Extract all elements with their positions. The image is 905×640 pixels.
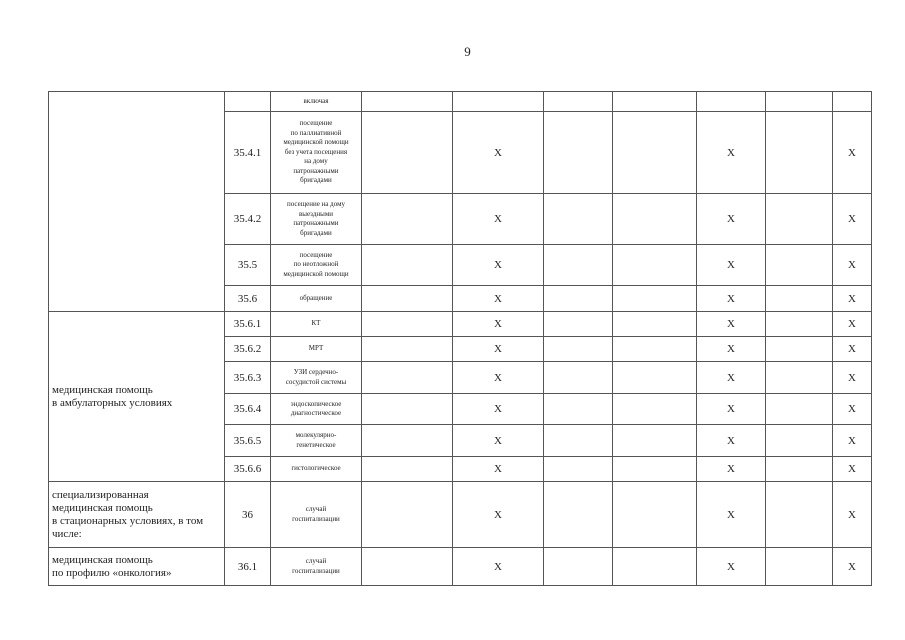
x-mark: Х xyxy=(453,286,544,312)
empty-cell xyxy=(766,286,833,312)
x-mark xyxy=(833,92,872,112)
row-unit: МРТ xyxy=(271,337,362,362)
empty-cell xyxy=(766,548,833,586)
empty-cell xyxy=(613,312,697,337)
row-unit: включая xyxy=(271,92,362,112)
x-mark: Х xyxy=(453,194,544,245)
empty-cell xyxy=(766,92,833,112)
empty-cell xyxy=(362,286,453,312)
x-mark: Х xyxy=(453,312,544,337)
empty-cell xyxy=(362,112,453,194)
empty-cell xyxy=(613,337,697,362)
x-mark: Х xyxy=(453,482,544,548)
group-label-ambulatory: медицинская помощь в амбулаторных условиях xyxy=(49,312,225,482)
x-mark: Х xyxy=(453,394,544,425)
empty-cell xyxy=(544,312,613,337)
row-code: 35.6.1 xyxy=(225,312,271,337)
row-unit: обращение xyxy=(271,286,362,312)
empty-cell xyxy=(766,457,833,482)
x-mark: Х xyxy=(697,548,766,586)
empty-cell xyxy=(362,362,453,394)
empty-cell xyxy=(613,92,697,112)
x-mark xyxy=(453,92,544,112)
row-code: 35.6.5 xyxy=(225,425,271,457)
x-mark: Х xyxy=(833,112,872,194)
empty-cell xyxy=(362,245,453,286)
empty-cell xyxy=(613,194,697,245)
x-mark: Х xyxy=(697,482,766,548)
row-code: 35.6.3 xyxy=(225,362,271,394)
row-unit: УЗИ сердечно- сосудистой системы xyxy=(271,362,362,394)
x-mark: Х xyxy=(833,337,872,362)
row-unit: гистологическое xyxy=(271,457,362,482)
empty-cell xyxy=(362,312,453,337)
x-mark: Х xyxy=(833,548,872,586)
empty-cell xyxy=(613,362,697,394)
empty-cell xyxy=(362,194,453,245)
empty-cell xyxy=(544,457,613,482)
group-label-oncology: медицинская помощь по профилю «онкология» xyxy=(49,548,225,586)
x-mark: Х xyxy=(453,245,544,286)
x-mark: Х xyxy=(833,482,872,548)
x-mark: Х xyxy=(453,425,544,457)
row-unit: эндоскопическое диагностическое xyxy=(271,394,362,425)
empty-cell xyxy=(362,548,453,586)
x-mark: Х xyxy=(833,286,872,312)
data-table xyxy=(48,91,872,586)
empty-cell xyxy=(766,425,833,457)
x-mark: Х xyxy=(833,457,872,482)
empty-cell xyxy=(544,194,613,245)
row-code: 35.6.4 xyxy=(225,394,271,425)
row-code: 35.6 xyxy=(225,286,271,312)
empty-cell xyxy=(613,425,697,457)
empty-cell xyxy=(766,112,833,194)
empty-cell xyxy=(766,482,833,548)
empty-cell xyxy=(613,457,697,482)
row-code: 35.4.2 xyxy=(225,194,271,245)
empty-cell xyxy=(613,394,697,425)
table-body xyxy=(49,92,872,586)
x-mark xyxy=(697,92,766,112)
empty-cell xyxy=(766,194,833,245)
row-unit: КТ xyxy=(271,312,362,337)
x-mark: Х xyxy=(697,425,766,457)
x-mark: Х xyxy=(833,362,872,394)
group-label-specialized: специализированная медицинская помощь в стационарных условиях, в том числе: xyxy=(49,482,225,548)
empty-cell xyxy=(362,337,453,362)
table-row xyxy=(49,548,872,586)
row-code: 35.4.1 xyxy=(225,112,271,194)
x-mark: Х xyxy=(833,245,872,286)
table-row xyxy=(49,482,872,548)
x-mark: Х xyxy=(697,337,766,362)
x-mark: Х xyxy=(697,457,766,482)
x-mark: Х xyxy=(697,194,766,245)
empty-cell xyxy=(544,394,613,425)
x-mark: Х xyxy=(697,112,766,194)
empty-cell xyxy=(766,337,833,362)
empty-cell xyxy=(362,482,453,548)
empty-cell xyxy=(362,457,453,482)
empty-cell xyxy=(766,245,833,286)
row-code: 36.1 xyxy=(225,548,271,586)
empty-cell xyxy=(362,394,453,425)
x-mark: Х xyxy=(697,286,766,312)
row-unit: посещение по паллиативной медицинской помощи без учета посещения на дому патронажными бригадами xyxy=(271,112,362,194)
empty-cell xyxy=(544,245,613,286)
x-mark: Х xyxy=(833,394,872,425)
empty-cell xyxy=(544,92,613,112)
row-unit: посещение на дому выездными патронажными бригадами xyxy=(271,194,362,245)
row-code: 35.6.2 xyxy=(225,337,271,362)
empty-cell xyxy=(766,362,833,394)
x-mark: Х xyxy=(697,394,766,425)
x-mark: Х xyxy=(833,312,872,337)
x-mark: Х xyxy=(453,457,544,482)
row-unit: молекулярно- генетическое xyxy=(271,425,362,457)
x-mark: Х xyxy=(453,548,544,586)
x-mark: Х xyxy=(453,112,544,194)
row-unit: случай госпитализации xyxy=(271,482,362,548)
empty-cell xyxy=(544,286,613,312)
group-label-empty xyxy=(49,92,225,312)
empty-cell xyxy=(613,548,697,586)
table-row xyxy=(49,92,872,112)
row-code: 35.6.6 xyxy=(225,457,271,482)
empty-cell xyxy=(613,112,697,194)
empty-cell xyxy=(544,482,613,548)
empty-cell xyxy=(613,482,697,548)
row-unit: посещение по неотложной медицинской помощи xyxy=(271,245,362,286)
empty-cell xyxy=(613,286,697,312)
table-row xyxy=(49,312,872,337)
x-mark: Х xyxy=(833,425,872,457)
empty-cell xyxy=(544,548,613,586)
x-mark: Х xyxy=(453,337,544,362)
x-mark: Х xyxy=(697,245,766,286)
page-number: 9 xyxy=(464,44,471,59)
empty-cell xyxy=(544,362,613,394)
empty-cell xyxy=(362,425,453,457)
empty-cell xyxy=(362,92,453,112)
row-code xyxy=(225,92,271,112)
row-code: 36 xyxy=(225,482,271,548)
empty-cell xyxy=(613,245,697,286)
empty-cell xyxy=(544,425,613,457)
row-code: 35.5 xyxy=(225,245,271,286)
x-mark: Х xyxy=(453,362,544,394)
empty-cell xyxy=(766,394,833,425)
x-mark: Х xyxy=(697,362,766,394)
x-mark: Х xyxy=(833,194,872,245)
row-unit: случай госпитализации xyxy=(271,548,362,586)
empty-cell xyxy=(544,112,613,194)
x-mark: Х xyxy=(697,312,766,337)
empty-cell xyxy=(766,312,833,337)
empty-cell xyxy=(544,337,613,362)
